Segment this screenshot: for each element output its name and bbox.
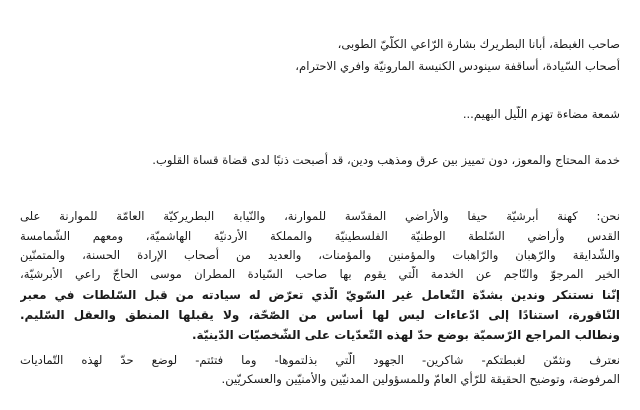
body-line: القدس وأراضي السّلطة الوطنيّة الفلسطينيّة والمملكة الأردنيّة الهاشميّة، ومعهم الشّمامسة: [20, 229, 620, 243]
body-line: الخير المرجوّ والنّاجم عن الخدمة الّتي يقوم بها صاحب السّيادة المطران موسى الحاجّ راعي الأبرشيّة،: [20, 267, 620, 281]
salutation-patriarch: صاحب الغبطة، أبانا البطريرك بشارة الرّاعي الكلّيّ الطوبى،: [337, 37, 620, 51]
closing-line: نعترف ونثمّن لغبطتكم- شاكرين- الجهود الّتي بذلتموها- وما فتئتم- لوضع حدّ لهذه التّماديات: [20, 353, 620, 367]
condemnation-line: إنّنا نستنكر وندين بشدّة التّعامل غير السّويّ الّذي تعرّض له سيادته من قبل السّلطات في معبر: [20, 288, 620, 302]
closing-line: المرفوضة، وتوضيح الحقيقة للرّأي العامّ وللمسؤولين المدنيّين والأمنيّين والعسكريّين.: [221, 372, 620, 386]
body-line: نحن: كهنة أبرشيّة حيفا والأراضي المقدّسة للموارنة، والنّيابة البطريركيّة العامّة للموارنة على: [20, 209, 620, 223]
demand-line: ونطالب المراجع الرّسميّة بوضع حدّ لهذه التّعدّيات على الشّخصيّات الدّينيّة.: [192, 328, 620, 342]
salutation-bishops: أصحاب السّيادة، أساقفة سينودس الكنيسة المارونيّة وافري الاحترام،: [295, 59, 620, 73]
service-line: خدمة المحتاج والمعوز، دون تمييز بين عرق ومذهب ودين، قد أصبحت ذنبًا لدى قضاة قساة القلوب.: [152, 153, 620, 167]
body-line: والشّدايقة والرّهبان والرّاهبات والمؤمنين والمؤمنات، والعديد من أصحاب الإرادة الحسنة، والمتمنّين: [20, 248, 620, 262]
condemnation-line: النّاقورة، استنادًا إلى ادّعاءات ليس لها أساس من الصّحّة، ولا يقبلها المنطق والعقل السّليم.: [20, 308, 620, 322]
intro-line: شمعة مضاءة تهزم اللّيل البهيم...: [462, 107, 620, 121]
